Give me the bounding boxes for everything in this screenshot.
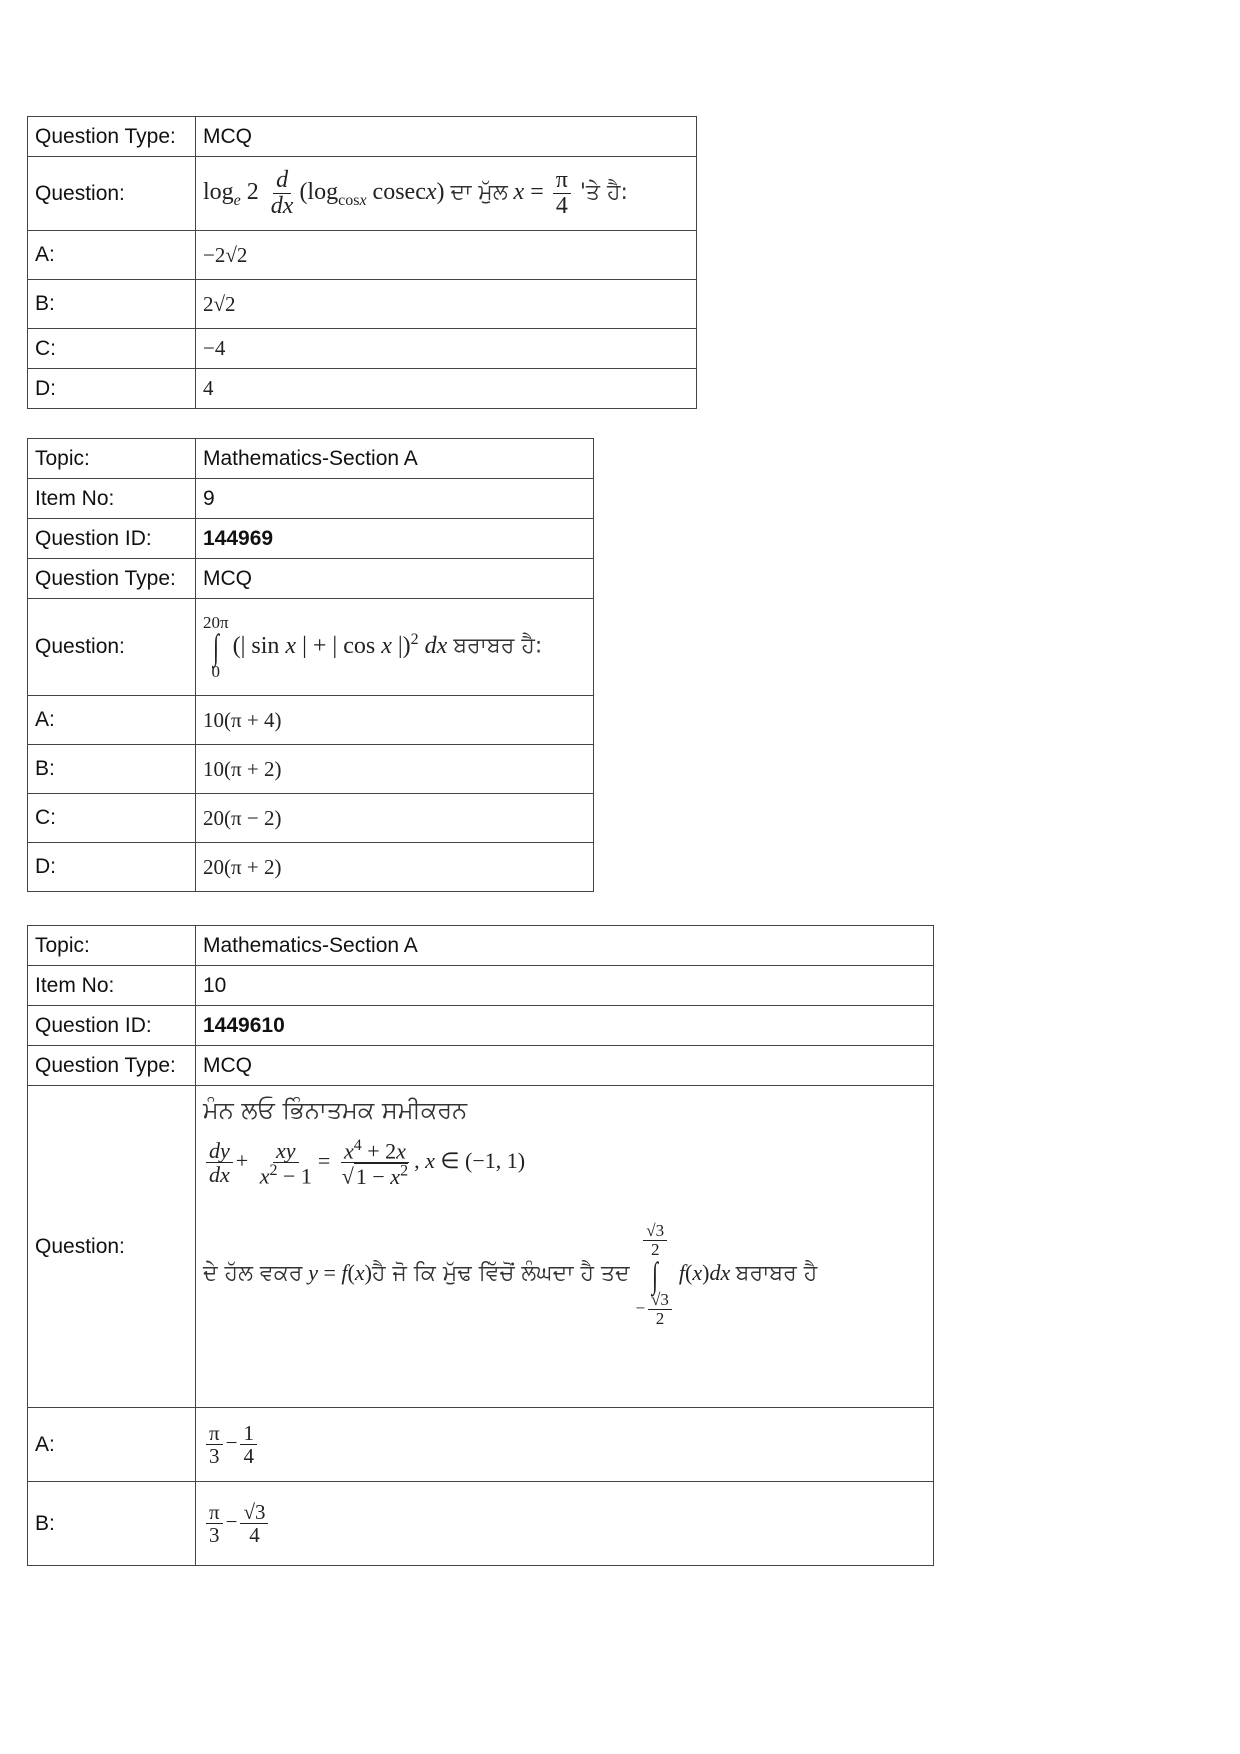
option-c-label: C:: [28, 794, 196, 843]
question-condition: x = $\frac{\pi}{4}$: [514, 179, 580, 205]
question-formula: 20π ∫ 0 (| sin x | + | cos x |)$^2$ dx: [203, 612, 448, 682]
item-no-label: Item No:: [28, 479, 196, 519]
question-text-part1: ਦੇ ਹੱਲ ਵਕਰ: [203, 1260, 303, 1286]
question-body: [196, 599, 594, 696]
option-b-label: B:: [28, 280, 196, 329]
topic-label: Topic:: [28, 439, 196, 479]
question-text-part3: ਬਰਾਬਰ ਹੈ: [735, 1260, 818, 1286]
option-b-label: B:: [28, 1482, 196, 1566]
topic-value: Mathematics-Section A: [196, 926, 934, 966]
option-a-label: A:: [28, 696, 196, 745]
option-b-value: 2√2: [196, 280, 697, 329]
question-type-value: MCQ: [196, 117, 697, 157]
topic-value: Mathematics-Section A: [196, 439, 594, 479]
question-tail: 'ਤੇ ਹੈ:: [579, 180, 628, 206]
item-no-label: Item No:: [28, 966, 196, 1006]
question-body: [196, 157, 697, 231]
option-d-value: 20(π + 2): [196, 843, 594, 892]
item-no-value: 9: [196, 479, 594, 519]
question-body: [196, 1086, 934, 1408]
question-table-2: [27, 438, 594, 892]
question-id-value: 1449610: [196, 1006, 934, 1046]
option-b-value: 10(π + 2): [196, 745, 594, 794]
option-d-label: D:: [28, 369, 196, 409]
question-table-3: [27, 925, 934, 1566]
question-label: Question:: [28, 157, 196, 231]
item-no-value: 10: [196, 966, 934, 1006]
question-statement: [203, 1222, 926, 1328]
question-type-label: Question Type:: [28, 559, 196, 599]
topic-label: Topic:: [28, 926, 196, 966]
option-d-label: D:: [28, 843, 196, 892]
option-a-label: A:: [28, 1408, 196, 1482]
differential-equation: $\frac{dy}{dx}$ + $\frac{xy}{x^2 - 1}$ = $\frac{x^4 + 2x}{√1 - x^2}$ , x ∈ (−1, 1): [203, 1138, 926, 1188]
option-b-value: $\frac{\pi}{3}$ − $\frac{√3}{4}$: [196, 1482, 934, 1566]
option-a-value: $\frac{\pi}{3}$ − $\frac{1}{4}$: [196, 1408, 934, 1482]
option-b-label: B:: [28, 745, 196, 794]
question-id-label: Question ID:: [28, 519, 196, 559]
question-type-value: MCQ: [196, 1046, 934, 1086]
option-a-value: 10(π + 4): [196, 696, 594, 745]
option-a-value: −2√2: [196, 231, 697, 280]
option-c-value: 20(π − 2): [196, 794, 594, 843]
question-label: Question:: [28, 599, 196, 696]
integral-expression: $\frac{√3}{2}$ ∫ − $\frac{√3}{2}$ f(x)dx: [635, 1220, 731, 1328]
question-id-value: 144969: [196, 519, 594, 559]
question-type-label: Question Type:: [28, 1046, 196, 1086]
option-c-value: −4: [196, 329, 697, 369]
option-c-label: C:: [28, 329, 196, 369]
question-text-part2: ਹੈ ਜੋ ਕਿ ਮੁੱਢ ਵਿੱਚੋਂ ਲੰਘਦਾ ਹੈ ਤਦ: [371, 1260, 630, 1286]
question-type-label: Question Type:: [28, 117, 196, 157]
question-label: Question:: [28, 1086, 196, 1408]
question-type-value: MCQ: [196, 559, 594, 599]
question-id-label: Question ID:: [28, 1006, 196, 1046]
curve-expression: y = f(x): [308, 1259, 372, 1285]
question-formula: $\log_e 2$ $\frac{d}{dx}$ ($\log_{cosx}$ cosecx): [203, 166, 451, 219]
option-d-value: 4: [196, 369, 697, 409]
question-text: ਬਰਾਬਰ ਹੈ:: [453, 633, 543, 659]
question-intro: ਮੰਨ ਲਓ ਭਿੰਨਾਤਮਕ ਸਮੀਕਰਨ: [203, 1096, 468, 1124]
question-text: ਦਾ ਮੁੱਲ: [450, 180, 508, 206]
question-table-1: [27, 116, 697, 409]
option-a-label: A:: [28, 231, 196, 280]
